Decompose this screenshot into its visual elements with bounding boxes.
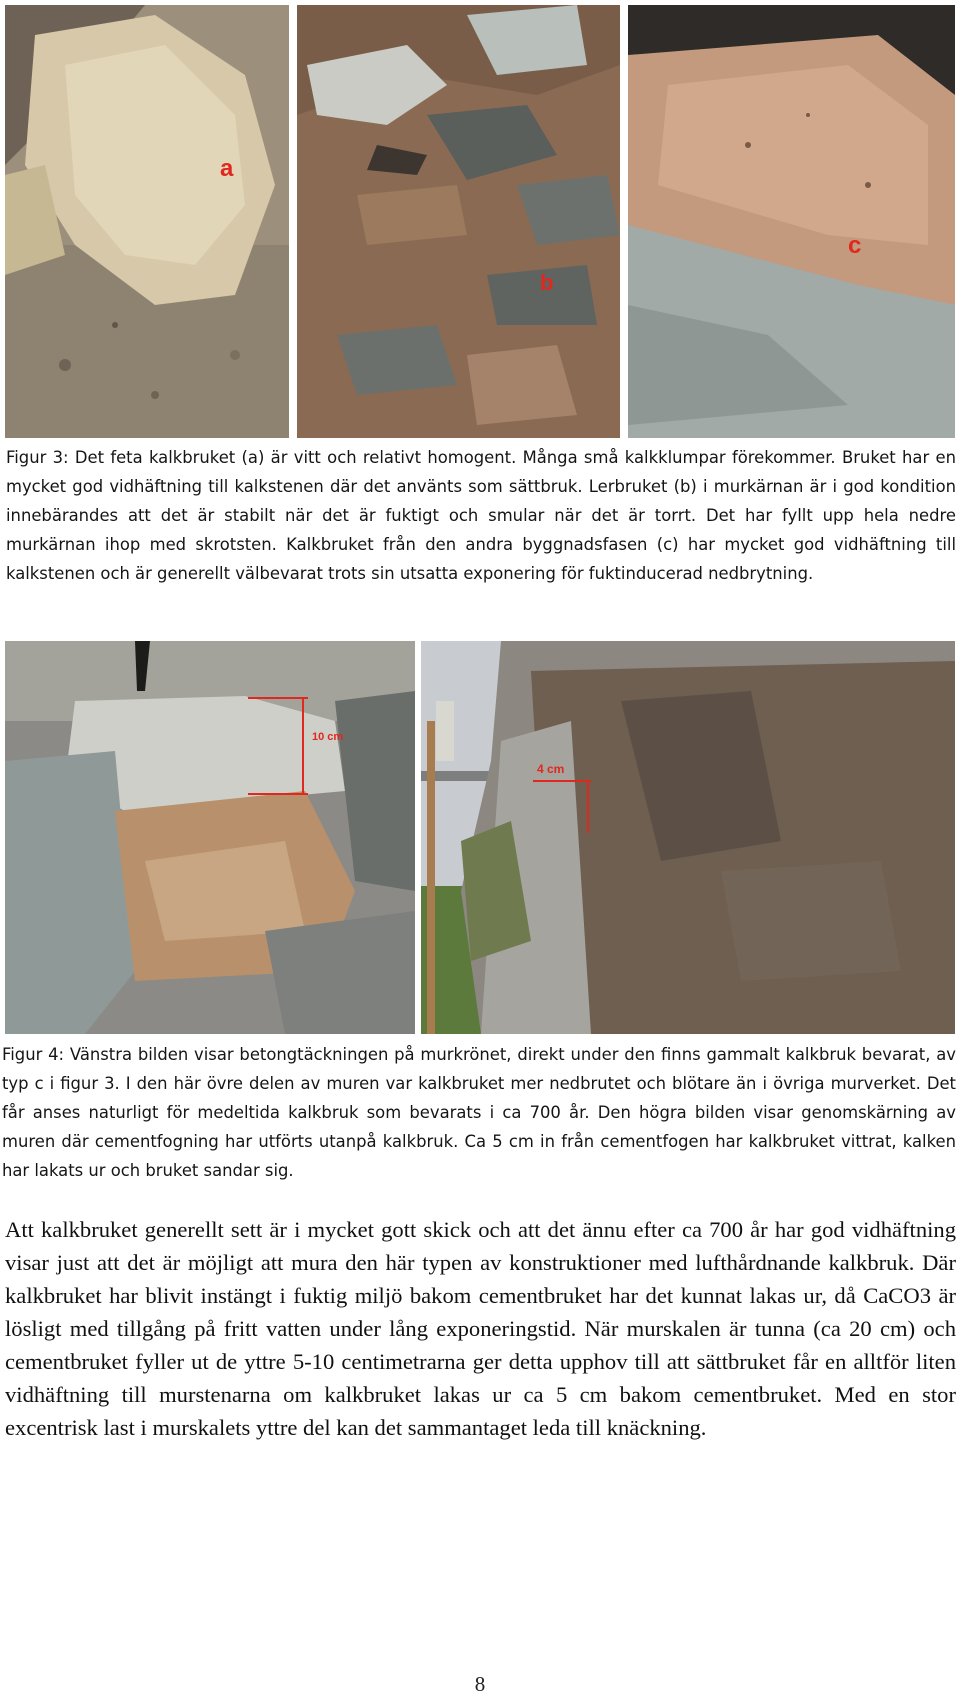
figure-4-caption: Figur 4: Vänstra bilden visar betongtäckningen på murkrönet, direkt under den finns gammalt kalkbruk bevarat, av typ c i figur 3. I den här övre delen av muren var kalkbruket mer nedbrutet och blötare än i övriga murverket. Det får anses naturligt för medeltida kalkbruk som bevarats i ca 700 år. Den högra bilden visar genomskärning av muren där cementfogning har utförts utanpå kalkbruk. Ca 5 cm in från cementfogen har kalkbruket vittrat, kalken har lakats ur och bruket sandar sig.	[2, 1045, 956, 1180]
measure-line-right	[587, 780, 589, 833]
photo-lime-mortar-a	[5, 5, 289, 438]
photo-clay-mortar-b	[297, 5, 620, 438]
photo-concrete-cover	[5, 641, 415, 1034]
measure-tick-right-top	[533, 780, 591, 782]
measure-tick-left-bottom	[248, 793, 308, 795]
measure-label-4cm: 4 cm	[537, 762, 565, 776]
figure-3-caption: Figur 3: Det feta kalkbruket (a) är vitt och relativt homogent. Många små kalkklumpar förekommer. Bruket har en mycket god vidhäftning till kalkstenen där det använts som sättbruk. Lerbruket (b) i murkärnan är i god kondition innebärandes att det är stabilt när det är fuktigt och smular när det är torrt. Det har fyllt upp hela nedre murkärnan ihop med skrotsten. Kalkbruket från den andra byggnadsfasen (c) har mycket god vidhäftning till kalkstenen och är generellt välbevarat trots sin utsatta exponering för fuktinducerad nedbrytning.	[6, 448, 956, 583]
photo-cement-joint-cut	[421, 641, 955, 1034]
measure-line-left	[302, 697, 304, 794]
body-paragraph: Att kalkbruket generellt sett är i mycket gott skick och att det ännu efter ca 700 år har god vidhäftning visar just att det är möjligt att mura den här typen av konstruktioner med lufthårdnande kalkbruk. Där kalkbruket har blivit instängt i fuktig miljö bakom cementbruket har det kunnat lakas ur, då CaCO3 är lösligt med tillgång på fritt vatten under lång exponeringstid. När murskalen är tunna (ca 20 cm) och cementbruket fyller ut de yttre 5-10 centimetrarna ger detta upphov till att sättbruket får en alltför liten vidhäftning till murstenarna om kalkbruket lakas ur ca 5 cm bakom cementbruket. Med en stor excentrisk last i murskalets yttre del kan det sammantaget leda till knäckning.	[5, 1217, 956, 1440]
measure-label-10cm: 10 cm	[312, 731, 344, 743]
page-number: 8	[474, 1672, 486, 1696]
marker-b: b	[540, 270, 554, 295]
photo-lime-mortar-c	[628, 5, 955, 438]
marker-a: a	[220, 155, 234, 182]
measure-tick-left-top	[248, 697, 308, 699]
marker-c: c	[848, 232, 862, 259]
